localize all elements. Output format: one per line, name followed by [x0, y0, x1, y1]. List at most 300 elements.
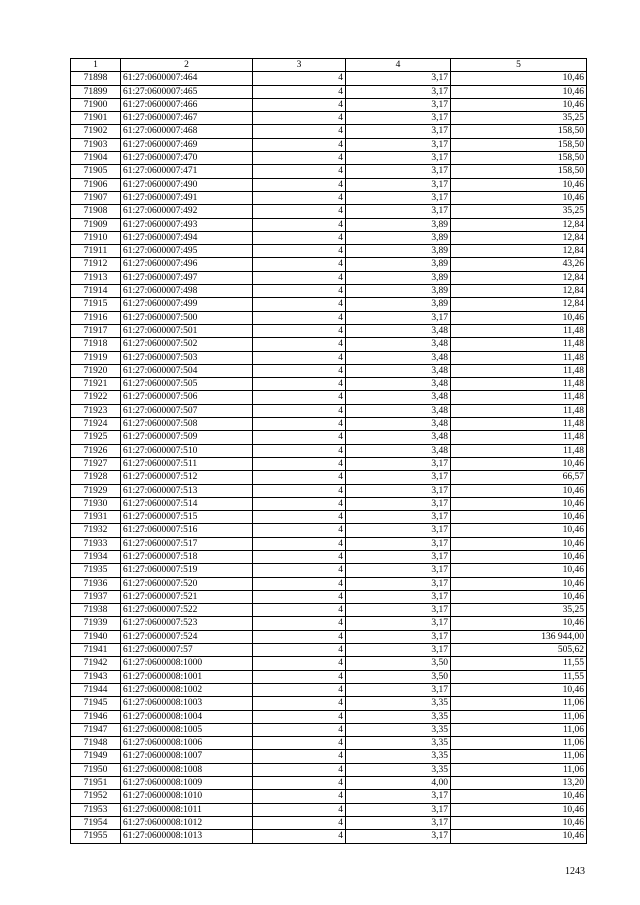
column-5-cell: 11,55: [451, 670, 587, 683]
column-5-cell: 11,06: [451, 763, 587, 776]
row-index-cell: 71900: [71, 98, 121, 111]
column-4-cell: 3,17: [346, 178, 451, 191]
column-4-cell: 3,35: [346, 697, 451, 710]
column-3-cell: 4: [253, 750, 346, 763]
column-4-cell: 3,48: [346, 378, 451, 391]
table-row: [71, 364, 587, 377]
row-index-cell: 71929: [71, 484, 121, 497]
column-5-cell: 10,46: [451, 484, 587, 497]
column-3-cell: 4: [253, 152, 346, 165]
cadastral-number-cell: 61:27:0600007:469: [121, 138, 253, 151]
column-header-1: 1: [71, 59, 121, 72]
row-index-cell: 71910: [71, 231, 121, 244]
column-5-cell: 11,48: [451, 431, 587, 444]
column-header-3: 3: [253, 59, 346, 72]
column-4-cell: 3,17: [346, 138, 451, 151]
table-row: [71, 723, 587, 736]
row-index-cell: 71923: [71, 404, 121, 417]
cadastral-number-cell: 61:27:0600007:506: [121, 391, 253, 404]
column-4-cell: 3,17: [346, 604, 451, 617]
column-4-cell: 3,48: [346, 431, 451, 444]
cadastral-number-cell: 61:27:0600008:1009: [121, 777, 253, 790]
cadastral-number-cell: 61:27:0600007:495: [121, 245, 253, 258]
cadastral-number-cell: 61:27:0600007:511: [121, 457, 253, 470]
column-3-cell: 4: [253, 710, 346, 723]
column-4-cell: 3,17: [346, 72, 451, 85]
cadastral-number-cell: 61:27:0600007:508: [121, 418, 253, 431]
page-number: 1243: [565, 866, 585, 877]
table-row: [71, 178, 587, 191]
column-5-cell: 11,06: [451, 723, 587, 736]
row-index-cell: 71914: [71, 285, 121, 298]
column-3-cell: 4: [253, 298, 346, 311]
table-row: [71, 258, 587, 271]
column-3-cell: 4: [253, 737, 346, 750]
row-index-cell: 71902: [71, 125, 121, 138]
table-row: [71, 683, 587, 696]
column-3-cell: 4: [253, 191, 346, 204]
column-4-cell: 3,17: [346, 790, 451, 803]
column-4-cell: 3,17: [346, 830, 451, 843]
row-index-cell: 71909: [71, 218, 121, 231]
row-index-cell: 71938: [71, 604, 121, 617]
column-4-cell: 3,48: [346, 351, 451, 364]
cadastral-number-cell: 61:27:0600008:1010: [121, 790, 253, 803]
column-3-cell: 4: [253, 630, 346, 643]
cadastral-number-cell: 61:27:0600007:524: [121, 630, 253, 643]
column-5-cell: 11,48: [451, 404, 587, 417]
column-4-cell: 3,35: [346, 737, 451, 750]
row-index-cell: 71922: [71, 391, 121, 404]
table-row: [71, 444, 587, 457]
column-5-cell: 12,84: [451, 271, 587, 284]
column-5-cell: 158,50: [451, 165, 587, 178]
table-row: [71, 777, 587, 790]
column-4-cell: 3,17: [346, 205, 451, 218]
row-index-cell: 71925: [71, 431, 121, 444]
column-4-cell: 3,17: [346, 125, 451, 138]
table-row: [71, 231, 587, 244]
row-index-cell: 71945: [71, 697, 121, 710]
cadastral-number-cell: 61:27:0600007:502: [121, 338, 253, 351]
column-3-cell: 4: [253, 364, 346, 377]
table-row: [71, 351, 587, 364]
column-header-4: 4: [346, 59, 451, 72]
row-index-cell: 71901: [71, 112, 121, 125]
column-5-cell: 11,48: [451, 378, 587, 391]
column-4-cell: 3,48: [346, 391, 451, 404]
column-3-cell: 4: [253, 590, 346, 603]
row-index-cell: 71905: [71, 165, 121, 178]
column-3-cell: 4: [253, 98, 346, 111]
row-index-cell: 71940: [71, 630, 121, 643]
row-index-cell: 71944: [71, 683, 121, 696]
row-index-cell: 71955: [71, 830, 121, 843]
column-4-cell: 3,89: [346, 271, 451, 284]
column-4-cell: 3,17: [346, 644, 451, 657]
column-4-cell: 3,17: [346, 165, 451, 178]
cadastral-number-cell: 61:27:0600008:1002: [121, 683, 253, 696]
column-4-cell: 3,17: [346, 457, 451, 470]
table-row: [71, 311, 587, 324]
row-index-cell: 71913: [71, 271, 121, 284]
column-3-cell: 4: [253, 72, 346, 85]
row-index-cell: 71949: [71, 750, 121, 763]
table-row: [71, 790, 587, 803]
column-5-cell: 10,46: [451, 816, 587, 829]
cadastral-number-cell: 61:27:0600007:523: [121, 617, 253, 630]
column-5-cell: 11,48: [451, 338, 587, 351]
column-3-cell: 4: [253, 484, 346, 497]
row-index-cell: 71915: [71, 298, 121, 311]
table-row: [71, 112, 587, 125]
table-row: [71, 830, 587, 843]
cadastral-number-cell: 61:27:0600007:507: [121, 404, 253, 417]
column-5-cell: 10,46: [451, 457, 587, 470]
table-row: [71, 657, 587, 670]
cadastral-number-cell: 61:27:0600008:1005: [121, 723, 253, 736]
row-index-cell: 71919: [71, 351, 121, 364]
column-5-cell: 505,62: [451, 644, 587, 657]
cadastral-number-cell: 61:27:0600007:467: [121, 112, 253, 125]
column-3-cell: 4: [253, 404, 346, 417]
cadastral-number-cell: 61:27:0600007:470: [121, 152, 253, 165]
row-index-cell: 71917: [71, 324, 121, 337]
column-5-cell: 10,46: [451, 178, 587, 191]
column-4-cell: 3,48: [346, 324, 451, 337]
cadastral-number-cell: 61:27:0600007:491: [121, 191, 253, 204]
column-4-cell: 3,17: [346, 152, 451, 165]
cadastral-number-cell: 61:27:0600008:1004: [121, 710, 253, 723]
cadastral-number-cell: 61:27:0600007:510: [121, 444, 253, 457]
column-3-cell: 4: [253, 431, 346, 444]
column-5-cell: 12,84: [451, 245, 587, 258]
table-row: [71, 763, 587, 776]
row-index-cell: 71921: [71, 378, 121, 391]
column-3-cell: 4: [253, 816, 346, 829]
cadastral-number-cell: 61:27:0600007:492: [121, 205, 253, 218]
column-4-cell: 3,48: [346, 418, 451, 431]
cadastral-number-cell: 61:27:0600007:465: [121, 85, 253, 98]
column-4-cell: 3,35: [346, 763, 451, 776]
row-index-cell: 71906: [71, 178, 121, 191]
table-row: [71, 511, 587, 524]
table-row: [71, 497, 587, 510]
column-4-cell: 3,17: [346, 577, 451, 590]
column-3-cell: 4: [253, 112, 346, 125]
header-row: [71, 59, 587, 72]
column-3-cell: 4: [253, 497, 346, 510]
column-4-cell: 3,17: [346, 617, 451, 630]
row-index-cell: 71931: [71, 511, 121, 524]
cadastral-number-cell: 61:27:0600008:1011: [121, 803, 253, 816]
column-4-cell: 3,89: [346, 218, 451, 231]
row-index-cell: 71948: [71, 737, 121, 750]
column-5-cell: 11,48: [451, 418, 587, 431]
column-5-cell: 10,46: [451, 311, 587, 324]
table-row: [71, 803, 587, 816]
table-row: [71, 98, 587, 111]
column-3-cell: 4: [253, 511, 346, 524]
row-index-cell: 71927: [71, 457, 121, 470]
table-row: [71, 152, 587, 165]
table-row: [71, 697, 587, 710]
column-3-cell: 4: [253, 803, 346, 816]
table-row: [71, 710, 587, 723]
table-row: [71, 577, 587, 590]
table-row: [71, 644, 587, 657]
column-4-cell: 3,17: [346, 683, 451, 696]
cadastral-number-cell: 61:27:0600008:1003: [121, 697, 253, 710]
table-row: [71, 617, 587, 630]
table-row: [71, 404, 587, 417]
column-3-cell: 4: [253, 324, 346, 337]
column-4-cell: 3,89: [346, 245, 451, 258]
cadastral-number-cell: 61:27:0600008:1001: [121, 670, 253, 683]
column-3-cell: 4: [253, 258, 346, 271]
column-3-cell: 4: [253, 617, 346, 630]
table-row: [71, 431, 587, 444]
column-5-cell: 10,46: [451, 790, 587, 803]
row-index-cell: 71908: [71, 205, 121, 218]
row-index-cell: 71947: [71, 723, 121, 736]
column-5-cell: 10,46: [451, 830, 587, 843]
cadastral-number-cell: 61:27:0600008:1012: [121, 816, 253, 829]
column-4-cell: 3,17: [346, 630, 451, 643]
cadastral-number-cell: 61:27:0600007:512: [121, 471, 253, 484]
column-5-cell: 10,46: [451, 537, 587, 550]
column-4-cell: 3,35: [346, 710, 451, 723]
cadastral-number-cell: 61:27:0600007:521: [121, 590, 253, 603]
column-5-cell: 11,48: [451, 351, 587, 364]
column-4-cell: 3,35: [346, 750, 451, 763]
table-row: [71, 72, 587, 85]
column-5-cell: 10,46: [451, 590, 587, 603]
table-row: [71, 418, 587, 431]
column-4-cell: 3,17: [346, 524, 451, 537]
column-3-cell: 4: [253, 285, 346, 298]
column-3-cell: 4: [253, 657, 346, 670]
row-index-cell: 71951: [71, 777, 121, 790]
row-index-cell: 71903: [71, 138, 121, 151]
row-index-cell: 71954: [71, 816, 121, 829]
table-row: [71, 338, 587, 351]
column-3-cell: 4: [253, 378, 346, 391]
cadastral-number-cell: 61:27:0600007:520: [121, 577, 253, 590]
table-row: [71, 271, 587, 284]
row-index-cell: 71935: [71, 564, 121, 577]
column-3-cell: 4: [253, 564, 346, 577]
column-5-cell: 10,46: [451, 72, 587, 85]
cadastral-number-cell: 61:27:0600007:468: [121, 125, 253, 138]
row-index-cell: 71916: [71, 311, 121, 324]
column-5-cell: 12,84: [451, 218, 587, 231]
row-index-cell: 71943: [71, 670, 121, 683]
column-4-cell: 3,48: [346, 444, 451, 457]
column-4-cell: 3,17: [346, 471, 451, 484]
column-5-cell: 136 944,00: [451, 630, 587, 643]
table-row: [71, 457, 587, 470]
table-row: [71, 816, 587, 829]
table-row: [71, 670, 587, 683]
column-5-cell: 10,46: [451, 577, 587, 590]
column-5-cell: 12,84: [451, 285, 587, 298]
column-3-cell: 4: [253, 271, 346, 284]
column-5-cell: 12,84: [451, 298, 587, 311]
row-index-cell: 71907: [71, 191, 121, 204]
column-3-cell: 4: [253, 125, 346, 138]
row-index-cell: 71920: [71, 364, 121, 377]
column-5-cell: 12,84: [451, 231, 587, 244]
cadastral-number-cell: 61:27:0600007:499: [121, 298, 253, 311]
table-row: [71, 471, 587, 484]
column-5-cell: 10,46: [451, 683, 587, 696]
cadastral-number-cell: 61:27:0600008:1008: [121, 763, 253, 776]
row-index-cell: 71912: [71, 258, 121, 271]
table-row: [71, 298, 587, 311]
table-row: [71, 218, 587, 231]
table-row: [71, 750, 587, 763]
column-3-cell: 4: [253, 830, 346, 843]
column-5-cell: 10,46: [451, 617, 587, 630]
table-row: [71, 564, 587, 577]
column-5-cell: 158,50: [451, 125, 587, 138]
column-4-cell: 3,48: [346, 404, 451, 417]
cadastral-number-cell: 61:27:0600007:496: [121, 258, 253, 271]
row-index-cell: 71924: [71, 418, 121, 431]
column-3-cell: 4: [253, 524, 346, 537]
column-3-cell: 4: [253, 165, 346, 178]
column-3-cell: 4: [253, 205, 346, 218]
cadastral-number-cell: 61:27:0600007:505: [121, 378, 253, 391]
table-row: [71, 737, 587, 750]
table-row: [71, 324, 587, 337]
column-4-cell: 3,89: [346, 231, 451, 244]
row-index-cell: 71936: [71, 577, 121, 590]
cadastral-number-cell: 61:27:0600007:515: [121, 511, 253, 524]
cadastral-number-cell: 61:27:0600008:1013: [121, 830, 253, 843]
row-index-cell: 71898: [71, 72, 121, 85]
column-3-cell: 4: [253, 351, 346, 364]
column-4-cell: 3,50: [346, 657, 451, 670]
row-index-cell: 71926: [71, 444, 121, 457]
row-index-cell: 71950: [71, 763, 121, 776]
column-3-cell: 4: [253, 604, 346, 617]
column-5-cell: 11,06: [451, 750, 587, 763]
column-3-cell: 4: [253, 138, 346, 151]
column-3-cell: 4: [253, 178, 346, 191]
data-table: [70, 58, 587, 844]
cadastral-number-cell: 61:27:0600007:494: [121, 231, 253, 244]
cadastral-number-cell: 61:27:0600007:518: [121, 550, 253, 563]
column-3-cell: 4: [253, 391, 346, 404]
column-3-cell: 4: [253, 550, 346, 563]
cadastral-number-cell: 61:27:0600007:517: [121, 537, 253, 550]
column-3-cell: 4: [253, 85, 346, 98]
column-5-cell: 10,46: [451, 550, 587, 563]
column-4-cell: 3,89: [346, 258, 451, 271]
table-row: [71, 537, 587, 550]
cadastral-number-cell: 61:27:0600007:497: [121, 271, 253, 284]
column-5-cell: 10,46: [451, 191, 587, 204]
column-4-cell: 4,00: [346, 777, 451, 790]
column-3-cell: 4: [253, 457, 346, 470]
column-5-cell: 11,06: [451, 697, 587, 710]
row-index-cell: 71937: [71, 590, 121, 603]
column-3-cell: 4: [253, 723, 346, 736]
column-3-cell: 4: [253, 418, 346, 431]
column-4-cell: 3,17: [346, 511, 451, 524]
cadastral-number-cell: 61:27:0600007:514: [121, 497, 253, 510]
column-3-cell: 4: [253, 683, 346, 696]
column-4-cell: 3,89: [346, 298, 451, 311]
column-5-cell: 10,46: [451, 85, 587, 98]
column-4-cell: 3,17: [346, 537, 451, 550]
column-4-cell: 3,17: [346, 85, 451, 98]
cadastral-number-cell: 61:27:0600007:504: [121, 364, 253, 377]
table-row: [71, 550, 587, 563]
column-3-cell: 4: [253, 670, 346, 683]
cadastral-number-cell: 61:27:0600007:519: [121, 564, 253, 577]
column-5-cell: 35,25: [451, 604, 587, 617]
column-5-cell: 11,06: [451, 710, 587, 723]
row-index-cell: 71930: [71, 497, 121, 510]
column-5-cell: 10,46: [451, 511, 587, 524]
column-5-cell: 66,57: [451, 471, 587, 484]
column-3-cell: 4: [253, 763, 346, 776]
column-3-cell: 4: [253, 777, 346, 790]
column-4-cell: 3,17: [346, 191, 451, 204]
table-body: [71, 72, 587, 843]
table-row: [71, 378, 587, 391]
column-5-cell: 11,48: [451, 364, 587, 377]
column-4-cell: 3,35: [346, 723, 451, 736]
column-5-cell: 10,46: [451, 98, 587, 111]
cadastral-number-cell: 61:27:0600007:493: [121, 218, 253, 231]
table-row: [71, 590, 587, 603]
column-5-cell: 10,46: [451, 564, 587, 577]
cadastral-number-cell: 61:27:0600007:501: [121, 324, 253, 337]
table-row: [71, 391, 587, 404]
cadastral-number-cell: 61:27:0600007:513: [121, 484, 253, 497]
row-index-cell: 71953: [71, 803, 121, 816]
column-5-cell: 11,48: [451, 324, 587, 337]
table-row: [71, 205, 587, 218]
column-4-cell: 3,17: [346, 803, 451, 816]
column-4-cell: 3,48: [346, 364, 451, 377]
cadastral-number-cell: 61:27:0600007:509: [121, 431, 253, 444]
table-row: [71, 125, 587, 138]
column-3-cell: 4: [253, 577, 346, 590]
column-4-cell: 3,17: [346, 564, 451, 577]
column-5-cell: 43,26: [451, 258, 587, 271]
column-4-cell: 3,17: [346, 484, 451, 497]
row-index-cell: 71952: [71, 790, 121, 803]
column-3-cell: 4: [253, 471, 346, 484]
row-index-cell: 71928: [71, 471, 121, 484]
column-4-cell: 3,17: [346, 311, 451, 324]
column-4-cell: 3,89: [346, 285, 451, 298]
table-row: [71, 484, 587, 497]
column-5-cell: 11,48: [451, 391, 587, 404]
column-5-cell: 35,25: [451, 205, 587, 218]
column-3-cell: 4: [253, 790, 346, 803]
column-header-5: 5: [451, 59, 587, 72]
column-5-cell: 10,46: [451, 803, 587, 816]
column-3-cell: 4: [253, 231, 346, 244]
table-row: [71, 138, 587, 151]
column-3-cell: 4: [253, 537, 346, 550]
